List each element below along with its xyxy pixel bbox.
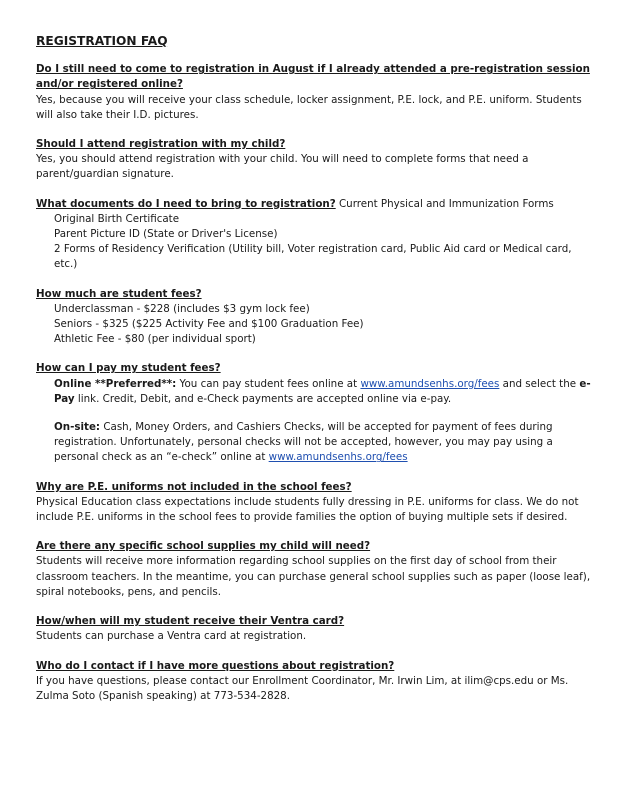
payment-onsite-paragraph (36, 420, 596, 466)
faq-answer: Yes, you should attend registration with your child. You will need to complete forms that need a parent/guardian signature. (36, 153, 529, 181)
faq-section-attend (36, 137, 596, 183)
faq-question: Who do I contact if I have more questions about registration? (36, 659, 395, 672)
list-item: Athletic Fee - $80 (per individual sport) (54, 333, 256, 346)
faq-question: How much are student fees? (36, 287, 202, 300)
list-item: Parent Picture ID (State or Driver's License) (54, 228, 278, 241)
faq-question: What documents do I need to bring to registration? (36, 197, 336, 210)
payment-online-paragraph (36, 377, 596, 407)
faq-section-fees (36, 287, 596, 348)
faq-question-line (36, 197, 596, 212)
list-item: 2 Forms of Residency Verification (Utility bill, Voter registration card, Public Aid card or Medical card, etc.) (54, 243, 572, 271)
faq-question: Do I still need to come to registration in August if I already attended a pre-registration session and/or registered online? (36, 63, 590, 91)
faq-section-ventra (36, 614, 596, 644)
faq-section-payment (36, 361, 596, 465)
list-item: Underclassman - $228 (includes $3 gym lock fee) (54, 302, 310, 315)
faq-answer-lead: Current Physical and Immunization Forms (335, 197, 554, 210)
faq-answer: Yes, because you will receive your class schedule, locker assignment, P.E. lock, and P.E. uniform. Students will also take their I.D. pictures. (36, 93, 582, 121)
faq-section-uniforms (36, 480, 596, 526)
faq-question: How can I pay my student fees? (36, 362, 221, 375)
faq-answer: Physical Education class expectations include students fully dressing in P.E. uniforms for class. We do not include P.E. uniforms in the school fees to provide families the option of buying multiple sets if desired. (36, 495, 579, 524)
faq-section-documents (36, 197, 596, 273)
epay-label: e-Pay (54, 377, 591, 405)
faq-answer: Students can purchase a Ventra card at registration. (36, 630, 307, 643)
faq-document (36, 34, 596, 718)
faq-question: Why are P.E. uniforms not included in the school fees? (36, 480, 352, 493)
faq-answer: Students will receive more information regarding school supplies on the first day of school from their classroom teachers. In the meantime, you can purchase general school supplies such as paper (loose leaf), spiral notebooks, pens, and pencils. (36, 555, 591, 598)
page-title: REGISTRATION FAQ (36, 34, 168, 48)
list-item: Original Birth Certificate (54, 212, 180, 225)
fees-link[interactable]: www.amundsenhs.org/fees (268, 451, 408, 464)
online-text: You can pay student fees online at (176, 377, 361, 390)
onsite-label: On-site: (54, 421, 101, 434)
faq-question: Are there any specific school supplies my child will need? (36, 540, 371, 553)
online-text: and select the (499, 377, 580, 390)
faq-section-supplies (36, 539, 596, 600)
faq-section-preregistration (36, 62, 596, 123)
onsite-text: Cash, Money Orders, and Cashiers Checks, will be accepted for payment of fees during registration. Unfortunately, personal checks will not be accepted, however, you may pay using a personal check as an “e-check” online at (54, 421, 553, 464)
fees-link[interactable]: www.amundsenhs.org/fees (360, 377, 500, 390)
online-text: link. Credit, Debit, and e-Check payments are accepted online via e-pay. (74, 392, 452, 405)
faq-section-contact (36, 659, 596, 705)
online-label: Online **Preferred**: (54, 377, 177, 390)
list-item: Seniors - $325 ($225 Activity Fee and $100 Graduation Fee) (54, 318, 364, 331)
faq-question: How/when will my student receive their Ventra card? (36, 615, 345, 628)
faq-question: Should I attend registration with my child? (36, 138, 286, 151)
faq-answer: If you have questions, please contact our Enrollment Coordinator, Mr. Irwin Lim, at ilim@cps.edu or Ms. Zulma Soto (Spanish speaking) at 773-534-2828. (36, 674, 569, 702)
